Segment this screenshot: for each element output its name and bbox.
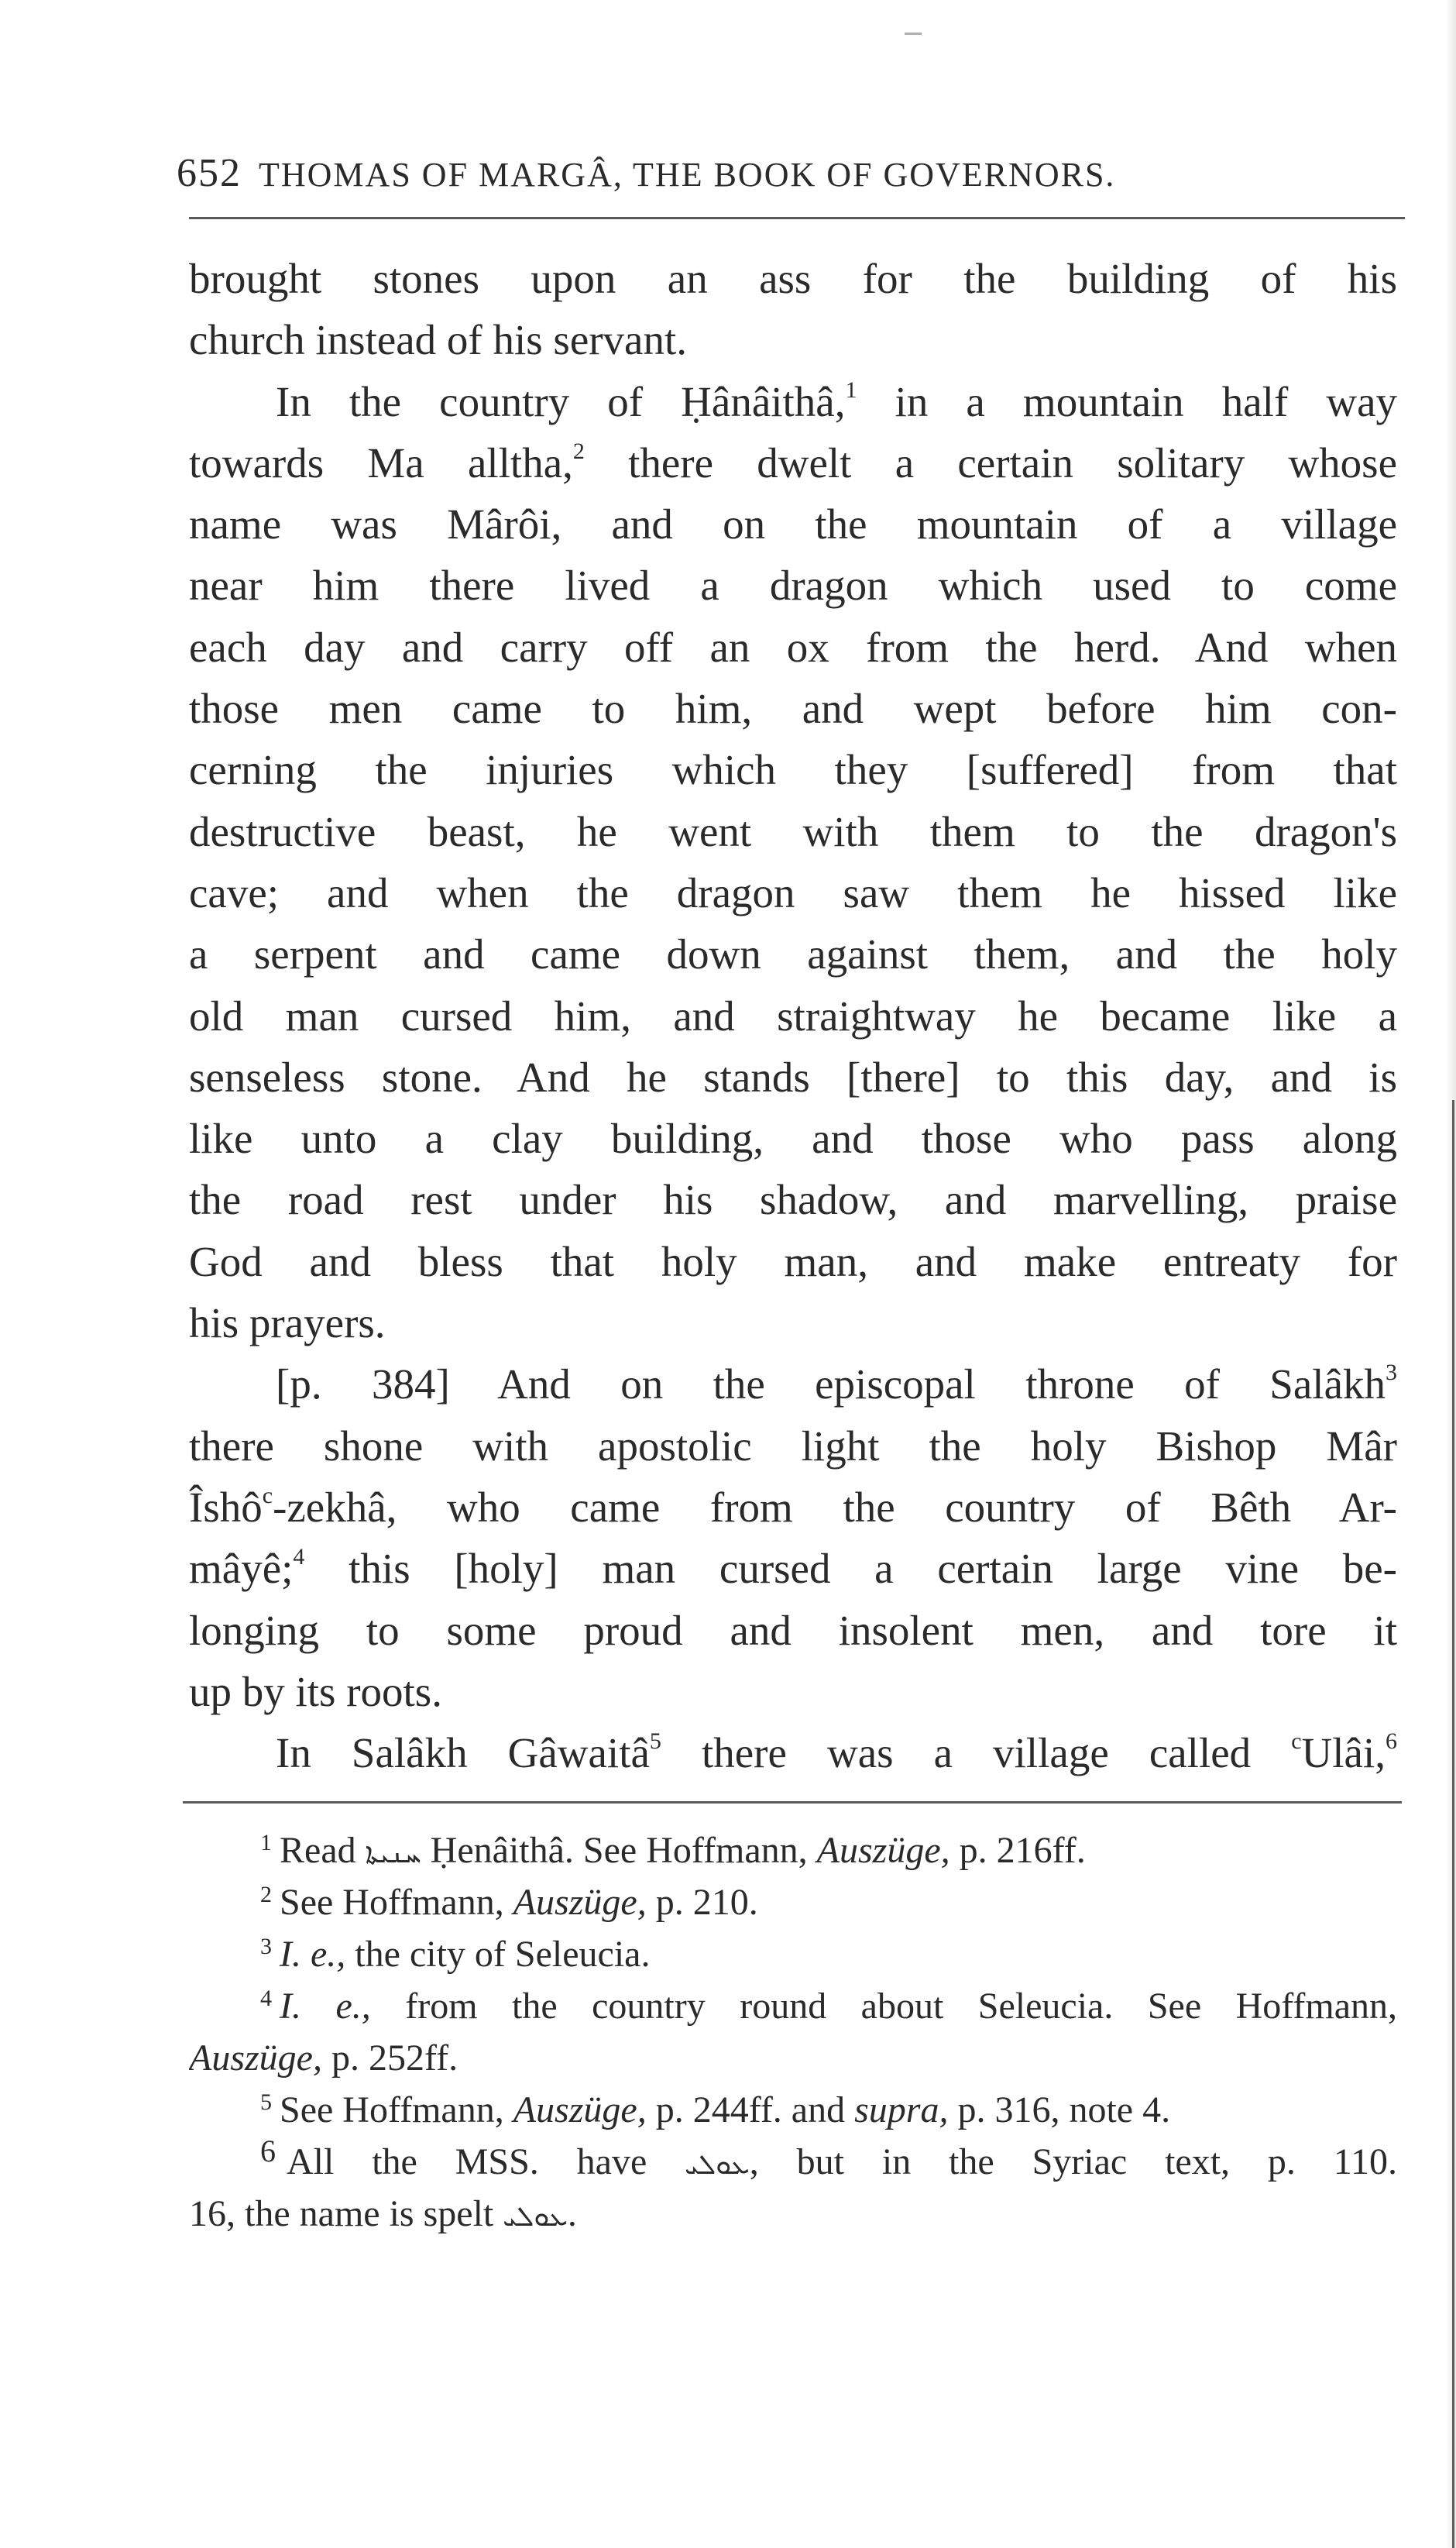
footnote-ref: 1 bbox=[845, 377, 857, 403]
text-line: there shone with apostolic light the holy Bishop Mâr bbox=[189, 1422, 1397, 1470]
footnotes bbox=[189, 1824, 1397, 2240]
ayin-mark: c bbox=[262, 1482, 273, 1508]
text-line: up by its roots. bbox=[189, 1667, 442, 1715]
text-line: old man cursed him, and straightway he became like a bbox=[189, 992, 1397, 1040]
text-line: near him there lived a dragon which used to come bbox=[189, 562, 1397, 610]
header-rule bbox=[189, 217, 1405, 219]
text-line: those men came to him, and wept before him con- bbox=[189, 685, 1397, 733]
footnote-1: $^1$ Read ܚܢܝܬܐ Ḥenâithâ. See Hoffmann, Auszüge, p. 216ff. bbox=[260, 1830, 1086, 1871]
page-number: 652 bbox=[177, 151, 242, 195]
footnote-2: $^2$ See Hoffmann, Auszüge, p. 210. bbox=[260, 1882, 758, 1923]
text-line: In the country of Ḥânâithâ,$^1$ in a mountain half way bbox=[276, 377, 1397, 425]
text-line: his prayers. bbox=[189, 1299, 386, 1347]
text-line: cerning the injuries which they [suffered] from that bbox=[189, 746, 1397, 794]
text-line: like unto a clay building, and those who pass along bbox=[189, 1115, 1397, 1163]
text-line: name was Mârôi, and on the mountain of a village bbox=[189, 500, 1397, 548]
text-line: senseless stone. And he stands [there] to this day, and is bbox=[189, 1053, 1397, 1101]
text-line: [p. 384] And on the episcopal throne of Salâkh$^3$ bbox=[276, 1360, 1397, 1408]
text-line: mâyê;$^4$ this [holy] man cursed a certain large vine be- bbox=[189, 1544, 1397, 1593]
footnote-5: $^5$ See Hoffmann, Auszüge, p. 244ff. and supra, p. 316, note 4. bbox=[260, 2089, 1171, 2130]
footnote-6-cont: 16, the name is spelt ܥܘܠܝ. bbox=[189, 2193, 577, 2234]
text-line: brought stones upon an ass for the building of his bbox=[189, 255, 1397, 302]
ayin-mark: c bbox=[1291, 1728, 1302, 1755]
footnote-ref: 3 bbox=[1386, 1360, 1397, 1386]
running-title: THOMAS OF MARGÂ, THE BOOK OF GOVERNORS. bbox=[259, 156, 1116, 194]
main-text bbox=[189, 248, 1397, 1783]
footnote-4-cont: Auszüge, p. 252ff. bbox=[189, 2037, 458, 2079]
footnote-ref: 2 bbox=[572, 438, 585, 464]
footnote-ref: 5 bbox=[649, 1728, 661, 1755]
text-line: church instead of his servant. bbox=[189, 316, 688, 364]
text-line: cave; and when the dragon saw them he hissed like bbox=[189, 868, 1397, 916]
text-line: In Salâkh Gâwaitâ$^5$ there was a village called $^c$Ulâi,$^6$ bbox=[276, 1728, 1397, 1777]
footnote-ref: 4 bbox=[293, 1544, 305, 1570]
footnote-3: $^3$ I. e., the city of Seleucia. bbox=[260, 1934, 651, 1975]
syriac-word: ܥܘܠܝ bbox=[685, 2149, 750, 2181]
text-line: destructive beast, he went with them to the dragon's bbox=[189, 807, 1397, 855]
footnote-6: $^6$ All the MSS. have ܥܘܠܝ, but in the Syriac text, p. 110. bbox=[260, 2136, 1397, 2182]
text-line: a serpent and came down against them, and the holy bbox=[189, 930, 1397, 978]
text-line: towards Ma alltha,$^2$ there dwelt a certain solitary whose bbox=[189, 438, 1397, 487]
page-edge-line bbox=[1452, 1100, 1454, 2548]
footnote-ref: 6 bbox=[1386, 1728, 1397, 1755]
text-line: longing to some proud and insolent men, and tore it bbox=[189, 1606, 1397, 1654]
text-line: God and bless that holy man, and make entreaty for bbox=[189, 1237, 1397, 1285]
text-line: each day and carry off an ox from the herd. And when bbox=[189, 623, 1397, 671]
syriac-word: ܥܘܠܝ bbox=[503, 2201, 568, 2233]
text-line: the road rest under his shadow, and marvelling, praise bbox=[189, 1176, 1397, 1224]
page-edge-shadow bbox=[1445, 0, 1456, 2548]
top-mark bbox=[905, 33, 922, 35]
syriac-word: ܚܢܝܬܐ bbox=[365, 1838, 421, 1869]
text-line: Îshô$^c$-zekhâ, who came from the country of Bêth Ar- bbox=[189, 1482, 1397, 1531]
running-head bbox=[177, 146, 1400, 201]
footnote-4: $^4$ I. e., from the country round about Seleucia. See Hoffmann, bbox=[260, 1986, 1397, 2027]
footnote-rule bbox=[183, 1801, 1402, 1804]
